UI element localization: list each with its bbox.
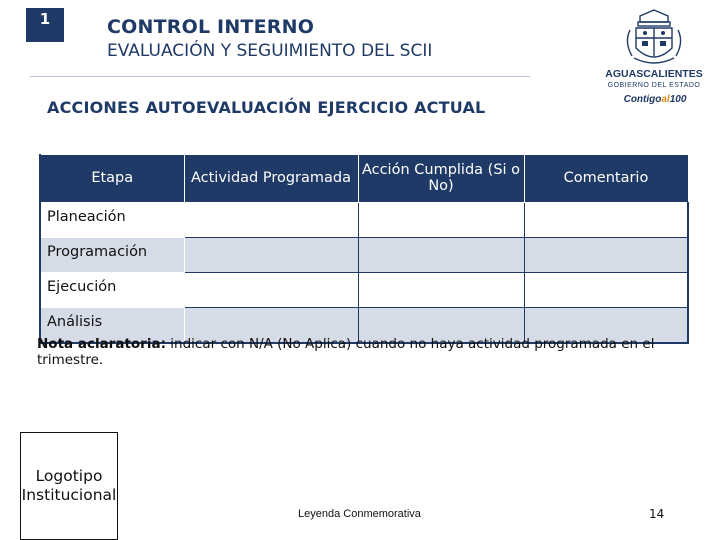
- self-assessment-table: [39, 154, 689, 344]
- note-label: Nota aclaratoria:: [37, 336, 166, 352]
- state-logo: [600, 8, 708, 108]
- cell-accion[interactable]: [358, 238, 524, 273]
- logo-slogan: [610, 92, 700, 106]
- page-title: CONTROL INTERNO: [107, 16, 315, 38]
- cell-accion[interactable]: [358, 273, 524, 308]
- page-subtitle: EVALUACIÓN Y SEGUIMIENTO DEL SCII: [107, 41, 433, 61]
- cell-comentario[interactable]: [524, 273, 688, 308]
- slide-number-badge: [26, 8, 64, 42]
- table-row: [40, 203, 688, 238]
- logo-slogan-prefix: Contigo: [623, 93, 662, 105]
- logo-state-name: AGUASCALIENTES: [605, 68, 703, 80]
- cell-comentario[interactable]: [524, 203, 688, 238]
- page-number: 14: [649, 507, 665, 521]
- header-actividad: Actividad Programada: [184, 155, 358, 203]
- header-comentario: Comentario: [524, 155, 688, 203]
- title-divider: [30, 76, 530, 77]
- cell-actividad[interactable]: [184, 273, 358, 308]
- institutional-logo-placeholder: [20, 432, 118, 540]
- row-label-analisis: Análisis: [40, 308, 184, 344]
- cell-actividad[interactable]: [184, 238, 358, 273]
- row-label-planeacion: Planeación: [40, 203, 184, 238]
- note-text: indicar con N/A (No Aplica) cuando no haya actividad programada en el trimestre.: [37, 336, 655, 369]
- table-header-row: [40, 155, 688, 203]
- logo-government: GOBIERNO DEL ESTADO: [607, 82, 701, 89]
- institutional-logo-line2: Institucional: [21, 486, 117, 504]
- section-heading: ACCIONES AUTOEVALUACIÓN EJERCICIO ACTUAL: [47, 98, 486, 117]
- cell-actividad[interactable]: [184, 203, 358, 238]
- header-accion: Acción Cumplida (Si o No): [358, 155, 524, 203]
- slide-number: 1: [39, 10, 51, 28]
- institutional-logo-line1: Logotipo: [35, 466, 103, 485]
- table-row: [40, 238, 688, 273]
- table-row: [40, 273, 688, 308]
- cell-accion[interactable]: [358, 203, 524, 238]
- logo-slogan-suffix: 100: [669, 93, 687, 105]
- commemorative-legend: Leyenda Conmemorativa: [298, 508, 421, 520]
- clarifying-note: [37, 336, 657, 368]
- row-label-programacion: Programación: [40, 238, 184, 273]
- header-etapa: Etapa: [40, 155, 184, 203]
- coat-of-arms-icon: [600, 8, 708, 68]
- logo-slogan-accent: al: [661, 93, 670, 105]
- row-label-ejecucion: Ejecución: [40, 273, 184, 308]
- cell-comentario[interactable]: [524, 238, 688, 273]
